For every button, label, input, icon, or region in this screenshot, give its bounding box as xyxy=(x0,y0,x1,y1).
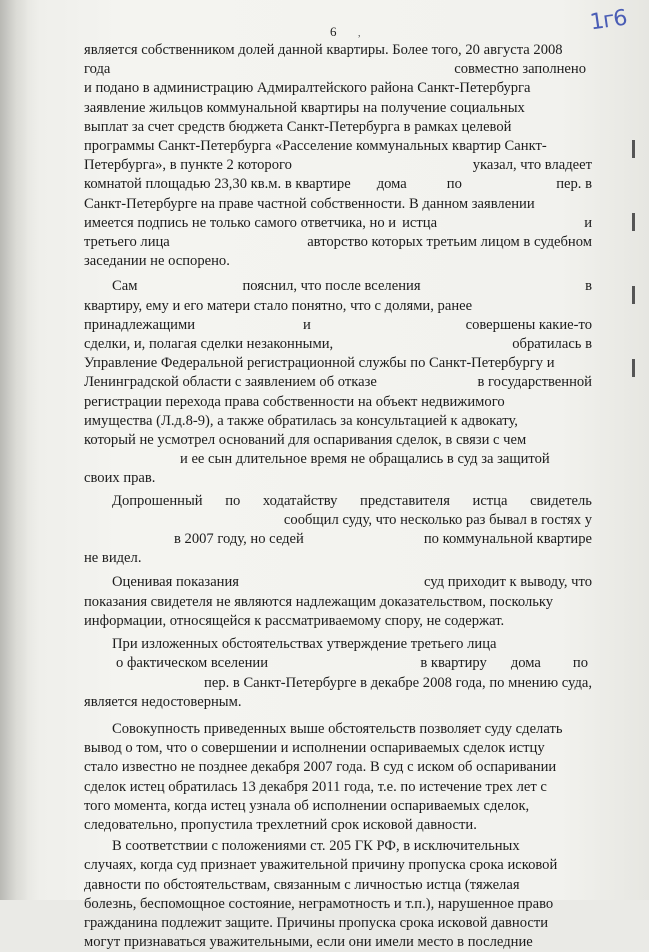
margin-mark xyxy=(632,359,635,377)
text-fragment: ходатайству xyxy=(262,492,338,509)
text-fragment: Ленинградской области с заявлением об отказе xyxy=(84,374,377,391)
text-line xyxy=(84,214,592,233)
text-line: заседании не оспорено. xyxy=(84,253,230,270)
margin-mark xyxy=(632,286,635,304)
paragraph-3 xyxy=(84,492,592,569)
paragraph-2 xyxy=(84,277,592,488)
text-fragment: года xyxy=(84,61,111,78)
text-line: могут признаваться уважительными, если они имели место в последние xyxy=(84,934,533,951)
text-fragment: пояснил, что после вселения xyxy=(242,278,421,295)
text-fragment: и xyxy=(584,214,592,231)
text-line: имущества (Л.д.8-9), а также обратилась за консультацией к адвокату, xyxy=(84,412,518,429)
text-line: своих прав. xyxy=(84,470,156,487)
text-line xyxy=(84,60,592,79)
text-line: Управление Федеральной регистрационной службы по Санкт-Петербургу и xyxy=(84,355,555,372)
text-line xyxy=(84,635,592,654)
text-line: регистрации перехода права собственности на объект недвижимого xyxy=(84,393,505,410)
text-fragment: и xyxy=(303,316,311,333)
text-line: болезнь, беспомощное состояние, неграмотность и т.п.), нарушенное право xyxy=(84,895,554,912)
text-line: является собственником долей данной квартиры. Более того, 20 августа 2008 xyxy=(84,42,563,58)
text-fragment: и ее сын длительное время не обращались в суд за защитой xyxy=(180,451,550,468)
text-line: выплат за счет средств бюджета Санкт-Петербурга в рамках целевой xyxy=(84,118,512,135)
text-fragment: истца xyxy=(402,214,438,231)
text-line: вывод о том, что о совершении и исполнении оспариваемых сделок истцу xyxy=(84,740,545,757)
text-line: который не усмотрел оснований для оспаривания сделок, в связи с чем xyxy=(84,432,527,449)
text-line: является недостоверным. xyxy=(84,693,242,710)
handwritten-sheet-number: 1г6 xyxy=(588,5,629,36)
text-fragment: в квартиру xyxy=(420,655,487,672)
text-line xyxy=(84,511,592,530)
text-fragment: сделки, и, полагая сделки незаконными, xyxy=(84,336,334,353)
text-line xyxy=(84,450,592,469)
text-fragment: указал, что владеет xyxy=(472,157,592,174)
text-line: заявление жильцов коммунальной квартиры на получение социальных xyxy=(84,99,525,116)
margin-mark xyxy=(632,140,635,158)
document-body xyxy=(84,41,592,952)
text-line: программы Санкт-Петербурга «Расселение коммунальных квартир Санкт- xyxy=(84,138,547,155)
text-line xyxy=(84,373,592,392)
paragraph-5 xyxy=(84,635,592,712)
text-fragment: пер. в xyxy=(556,176,592,193)
text-fragment: сообщил суду, что несколько раз бывал в гостях у xyxy=(283,511,592,528)
text-line: случаях, когда суд признает уважительной причину пропуска срока исковой xyxy=(84,857,558,874)
paragraph-4 xyxy=(84,573,592,631)
text-fragment: совершены какие-то xyxy=(465,316,592,333)
text-line: информации, относящейся к рассматриваемому спору, не содержат. xyxy=(84,612,505,629)
text-line xyxy=(84,674,592,693)
text-fragment: по xyxy=(225,492,241,509)
text-line: Санкт-Петербурге на праве частной собственности. В данном заявлении xyxy=(84,195,535,212)
text-fragment: суд приходит к выводу, что xyxy=(423,574,592,591)
text-line: сделок истец обратилась 13 декабря 2011 года, т.е. по истечение трех лет с xyxy=(84,778,547,795)
text-fragment: Сам xyxy=(112,278,138,295)
text-line: Совокупность приведенных выше обстоятельств позволяет суду сделать xyxy=(112,720,563,737)
text-fragment: имеется подпись не только самого ответчика, но и xyxy=(84,214,397,231)
paragraph-1 xyxy=(84,41,592,271)
text-fragment: истца xyxy=(472,492,508,509)
text-line xyxy=(84,233,592,252)
text-line xyxy=(84,277,592,296)
paragraph-6 xyxy=(84,720,592,835)
text-line xyxy=(84,530,592,549)
text-fragment: в государственной xyxy=(477,374,592,391)
text-line: гражданина подлежит защите. Причины пропуска срока исковой давности xyxy=(84,914,549,931)
text-fragment: Оценивая показания xyxy=(112,574,240,591)
text-fragment: представителя xyxy=(360,492,450,509)
margin-mark xyxy=(632,213,635,231)
text-fragment: Допрошенный xyxy=(112,492,203,509)
text-fragment: по xyxy=(572,655,588,672)
text-fragment: обратилась в xyxy=(512,336,592,353)
text-line xyxy=(84,492,592,511)
text-fragment: дома xyxy=(510,655,541,672)
page-number: 6 xyxy=(330,24,337,39)
text-line xyxy=(84,156,592,175)
text-fragment: Петербурга», в пункте 2 которого xyxy=(84,157,292,174)
text-line: квартиру, ему и его матери стало понятно, что с долями, ранее xyxy=(84,297,473,314)
page-edge-shadow xyxy=(0,0,28,900)
text-fragment: совместно заполнено xyxy=(454,61,586,78)
text-fragment: о фактическом вселении xyxy=(116,655,269,672)
text-line xyxy=(84,573,592,592)
text-fragment: по коммунальной квартире xyxy=(423,531,592,548)
text-line: того момента, когда истец узнала об исполнении оспариваемых сделок, xyxy=(84,797,530,814)
paragraph-7 xyxy=(84,837,592,952)
text-fragment: дома xyxy=(376,176,407,193)
page-mark: , xyxy=(358,28,361,39)
text-line xyxy=(84,335,592,354)
text-fragment: в 2007 году, но седей xyxy=(174,531,304,548)
text-line: и подано в администрацию Адмиралтейского района Санкт-Петербурга xyxy=(84,80,531,97)
text-fragment: комнатой площадью 23,30 кв.м. в квартире xyxy=(84,176,351,193)
text-fragment: свидетель xyxy=(530,492,592,509)
text-fragment: авторство которых третьим лицом в судебном xyxy=(307,234,592,251)
text-line: не видел. xyxy=(84,550,142,567)
text-line: давности по обстоятельствам, связанным с личностью истца (тяжелая xyxy=(84,876,520,893)
text-fragment: принадлежащими xyxy=(84,316,196,333)
margin-marks xyxy=(628,140,642,432)
text-line: показания свидетеля не являются надлежащим доказательством, поскольку xyxy=(84,593,554,610)
text-line: стало известно не позднее декабря 2007 года. В суд с иском об оспаривании xyxy=(84,759,557,776)
text-line: В соответствии с положениями ст. 205 ГК РФ, в исключительных xyxy=(112,838,520,855)
text-line: следовательно, пропустила трехлетний срок исковой давности. xyxy=(84,816,477,833)
text-line xyxy=(84,654,592,673)
text-fragment: При изложенных обстоятельствах утверждение третьего лица xyxy=(112,636,497,653)
text-fragment: третьего лица xyxy=(84,234,170,251)
text-line xyxy=(84,175,592,194)
text-fragment: в xyxy=(585,278,592,295)
text-fragment: по xyxy=(446,176,462,193)
text-line xyxy=(84,316,592,335)
text-fragment: пер. в Санкт-Петербурге в декабре 2008 года, по мнению суда, xyxy=(204,674,592,691)
